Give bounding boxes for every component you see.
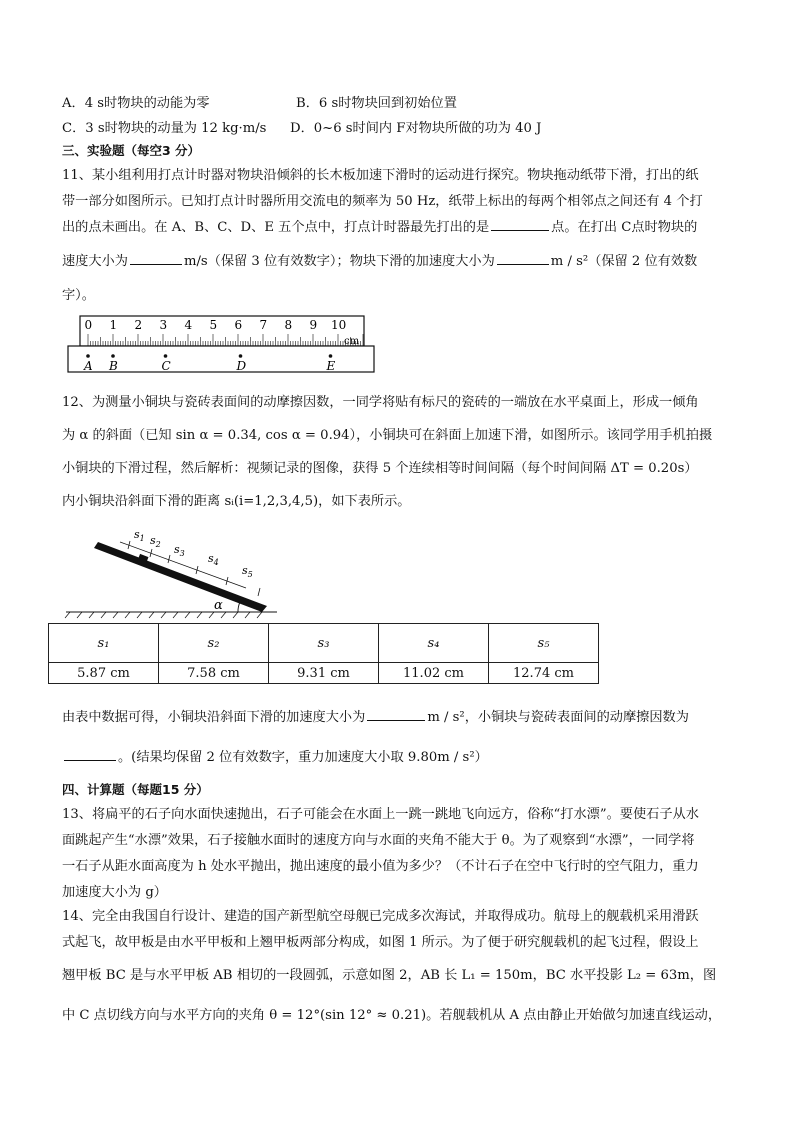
ruler-unit: cm [344, 336, 360, 347]
incline-diagram [62, 520, 282, 620]
q11-line-3 [62, 216, 697, 235]
q11-line-4a: 速度大小为 [62, 254, 128, 269]
answer-blank[interactable] [497, 252, 549, 265]
tape-point-label: D [236, 359, 247, 373]
distance-table [48, 623, 599, 684]
answer-blank[interactable] [130, 252, 182, 265]
tape-point-label: A [84, 359, 93, 373]
table-cell: 7.58 cm [159, 663, 269, 684]
q13-line-3: 一石子从距水面高度为 h 处水平抛出，抛出速度的最小值为多少？（不计石子在空中飞行时的空气阻力，重力 [62, 859, 699, 874]
q11-line-4 [62, 250, 697, 269]
q14-line-2: 式起飞，故甲板是由水平甲板和上翘甲板两部分构成，如图 1 所示。为了便于研究舰载机的起飞过程，假设上 [62, 935, 699, 950]
label-s2: $s_2$ [150, 534, 161, 549]
ruler-tape-figure [66, 314, 376, 376]
ruler-number: 2 [134, 318, 143, 332]
q11-line-4c: m / s²（保留 2 位有效数 [550, 254, 698, 269]
q12-after-1b: m / s²，小铜块与瓷砖表面间的动摩擦因数为 [427, 710, 689, 725]
table-header-row [49, 624, 599, 663]
answer-blank[interactable] [64, 748, 116, 761]
q11-line-5: 字）。 [62, 288, 95, 303]
answer-blank[interactable] [367, 708, 425, 721]
label-s1: $s_1$ [134, 528, 145, 543]
ruler-number: 7 [259, 318, 268, 332]
q12-after-1a: 由表中数据可得，小铜块沿斜面下滑的加速度大小为 [62, 710, 366, 725]
q12-line-3: 小铜块的下滑过程，然后解析：视频记录的图像，获得 5 个连续相等时间间隔（每个时间间隔 ΔT = 0.20s） [62, 461, 698, 476]
label-alpha: α [214, 598, 223, 613]
tape-dot [111, 354, 115, 358]
ruler-number: 8 [284, 318, 293, 332]
table-cell: 12.74 cm [489, 663, 599, 684]
q12-line-4: 内小铜块沿斜面下滑的距离 sᵢ(i=1,2,3,4,5)，如下表所示。 [62, 494, 411, 509]
ruler-number: 3 [159, 318, 168, 332]
ruler-number: 6 [234, 318, 243, 332]
tape-dot [239, 354, 243, 358]
q11-line-4b: m/s（保留 3 位有效数字）；物块下滑的加速度大小为 [183, 254, 495, 269]
q11-line-2: 带一部分如图所示。已知打点计时器所用交流电的频率为 50 Hz，纸带上标出的每两个相邻点之间还有 4 个打 [62, 194, 703, 209]
label-s5: $s_5$ [242, 564, 253, 579]
table-header-cell: s₂ [159, 624, 269, 663]
table-header-cell: s₅ [489, 624, 599, 663]
ruler-number: 5 [209, 318, 218, 332]
q12-line-1: 12、为测量小铜块与瓷砖表面间的动摩擦因数，一同学将贴有标尺的瓷砖的一端放在水平桌面上，形成一倾角 [62, 395, 699, 410]
tape-point-label: E [326, 359, 336, 373]
q12-after-2 [62, 746, 488, 765]
option-b: B．6 s时物块回到初始位置 [296, 96, 457, 111]
label-s3: $s_3$ [174, 543, 185, 558]
q13-line-2: 面跳起产生“水漂”效果，石子接触水面时的速度方向与水面的夹角不能大于 θ。为了观察到“水漂”，一同学将 [62, 833, 695, 848]
q13-line-4: 加速度大小为 g） [62, 885, 167, 900]
section-3-heading: 三、实验题（每空3 分） [62, 143, 201, 158]
table-cell: 9.31 cm [269, 663, 379, 684]
q13-line-1: 13、将扁平的石子向水面快速抛出，石子可能会在水面上一跳一跳地飞向远方，俗称“打水漂”。要使石子从水 [62, 807, 699, 822]
section-4-heading: 四、计算题（每题15 分） [62, 782, 209, 797]
q14-line-4: 中 C 点切线方向与水平方向的夹角 θ = 12°(sin 12° ≈ 0.21)。若舰载机从 A 点由静止开始做匀加速直线运动， [62, 1008, 722, 1023]
option-c: C．3 s时物块的动量为 12 kg·m/s [62, 121, 267, 136]
answer-blank[interactable] [491, 218, 549, 231]
q14-line-1: 14、完全由我国自行设计、建造的国产新型航空母舰已完成多次海试，并取得成功。航母上的舰载机采用滑跃 [62, 909, 699, 924]
table-row [49, 663, 599, 684]
q12-after-1 [62, 706, 689, 725]
ruler-number: 4 [184, 318, 193, 332]
q12-after-2-text: 。(结果均保留 2 位有效数字，重力加速度大小取 9.80m / s²） [118, 750, 488, 765]
table-header-cell: s₃ [269, 624, 379, 663]
tape-dot [329, 354, 333, 358]
table-header-cell: s₁ [49, 624, 159, 663]
q11-line-1: 11、某小组利用打点计时器对物块沿倾斜的长木板加速下滑时的运动进行探究。物块拖动纸带下滑，打出的纸 [62, 168, 699, 183]
q11-line-3a: 出的点未画出。在 A、B、C、D、E 五个点中，打点计时器最先打出的是 [62, 220, 490, 235]
ruler-number: 10 [331, 318, 347, 332]
tape-point-label: B [109, 359, 118, 373]
table-header-cell: s₄ [379, 624, 489, 663]
q14-line-3: 翘甲板 BC 是与水平甲板 AB 相切的一段圆弧，示意如图 2，AB 长 L₁ = 150m，BC 水平投影 L₂ = 63m，图 [62, 968, 717, 983]
ruler-number: 0 [84, 318, 93, 332]
tape-point-label: C [161, 359, 171, 373]
tape-dot [86, 354, 90, 358]
q11-line-3b: 点。在打出 C点时物块的 [551, 220, 698, 235]
table-cell: 5.87 cm [49, 663, 159, 684]
option-d: D．0~6 s时间内 F对物块所做的功为 40 J [290, 121, 542, 136]
label-s4: $s_4$ [208, 552, 219, 567]
tape-dot [164, 354, 168, 358]
table-cell: 11.02 cm [379, 663, 489, 684]
ruler-number: 1 [109, 318, 118, 332]
q12-line-2: 为 α 的斜面（已知 sin α = 0.34, cos α = 0.94），小铜块可在斜面上加速下滑，如图所示。该同学用手机拍摄 [62, 428, 713, 443]
option-a: A．4 s时物块的动能为零 [62, 96, 210, 111]
ruler-number: 9 [309, 318, 318, 332]
